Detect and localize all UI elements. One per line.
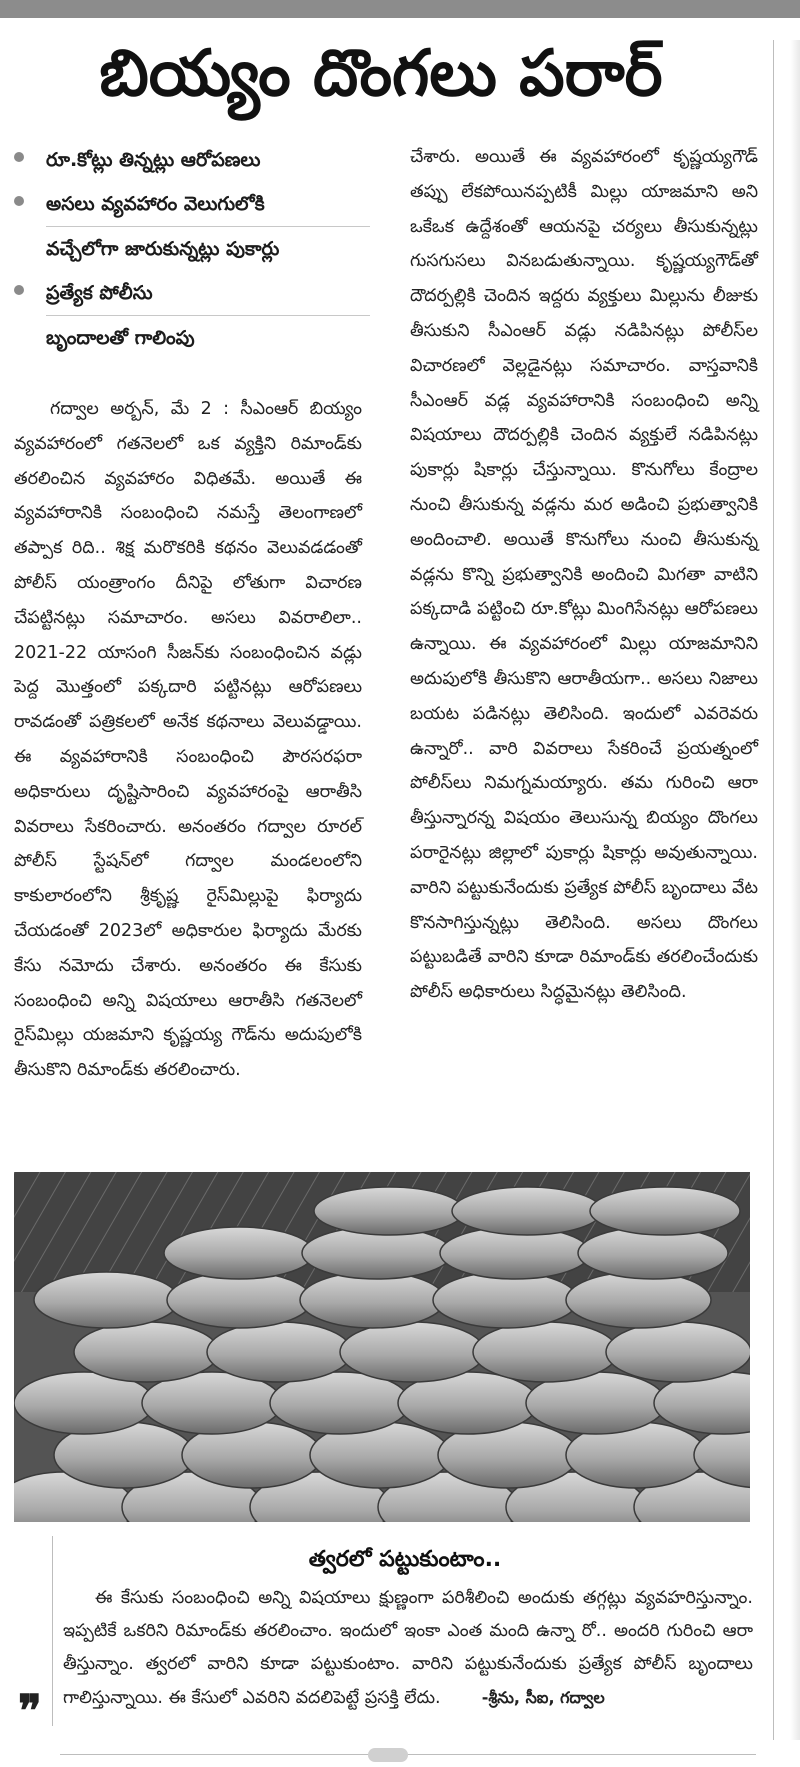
rice-sack — [300, 1272, 445, 1328]
quote-box — [52, 1536, 757, 1726]
headline: బియ్యం దొంగలు పరార్ — [99, 37, 663, 111]
highlight-bullets — [10, 138, 370, 360]
body-paragraph: చేశారు. అయితే ఈ వ్యవహారంలో కృష్ణయ్యగౌడ్ తప్పు లేకపోయినప్పటికీ మిల్లు యాజమాని అని ఒకేఒక ఉద్దేశంతో ఆయనపై చర్యలు తీసుకున్నట్లు గుసగుసలు వినబడుతున్నాయి. కృష్ణయ్యగౌడ్‌తో దౌదర్పల్లికి చెందిన ఇద్దరు వ్యక్తులు మిల్లును లీజుకు తీసుకుని సీఎంఆర్ వడ్లు నడిపినట్లు పోలీస్‌ల విచారణలో వెల్లడైనట్లు సమాచారం. వాస్తవానికి సీఎంఆర్ వడ్ల వ్యవహారానికి సంబంధించి అన్ని విషయాలు దౌదర్పల్లికి చెందిన వ్యక్తులే నడిపినట్లు పుకార్లు షికార్లు చేస్తున్నాయి. కొనుగోలు కేంద్రాల నుంచి తీసుకున్న వడ్లను మర అడించి ప్రభుత్వానికి అందించాలి. అయితే కొనుగోలు నుంచి తీసుకున్న వడ్లను కొన్ని ప్రభుత్వానికి అందించి మిగతా వాటిని పక్కదాడి పట్టించి రూ.కోట్లు మింగిసేనట్లు ఆరోపణలు ఉన్నాయి. ఈ వ్యవహారంలో మిల్లు యాజమానిని అదుపులోకి తీసుకొని ఆరాతీయగా.. అసలు నిజాలు బయట పడినట్లు తెలిసింది. ఇందులో ఎవరెవరు ఉన్నారో.. వారి వివరాలు సేకరించే ప్రయత్నంలో పోలీస్‌లు నిమగ్నమయ్యారు. తమ గురించి ఆరా తీస్తున్నారన్న విషయం తెలుసున్న బియ్యం దొంగలు పరారైనట్లు జిల్లాలో పుకార్లు షికార్లు అవుతున్నాయి. వారిని పట్టుకునేందుకు ప్రత్యేక పోలీస్ బృందాలు వేట కొనసాగిస్తున్నట్లు తెలిసింది. అసలు దొంగలు పట్టుబడితే వారిని కూడా రిమాండ్‌కు తరలించేందుకు పోలీస్ అధికారులు సిద్ధమైనట్లు తెలిసింది. — [410, 147, 758, 1003]
bottom-rule — [60, 1754, 756, 1755]
bullet-dot-icon — [14, 285, 24, 295]
article-body-left — [14, 392, 362, 1088]
quote-byline: -శ్రీను, సీఐ, గద్వాల — [481, 1688, 605, 1707]
rice-sack — [34, 1272, 179, 1328]
rice-sacks-illustration — [14, 1172, 750, 1522]
body-paragraph: గద్వాల అర్బన్, మే 2 : సీఎంఆర్ బియ్యం వ్యవహారంలో గతనెలలో ఒక వ్యక్తిని రిమాండ్‌కు తరలించిన వ్యవహారం విధితమే. అయితే ఈ వ్యవహారానికి సంబంధించి నమస్తే తెలంగాణలో తప్పాక రిది.. శిక్ష మరొకరికి కథనం వెలువడడంతో పోలీస్ యంత్రాంగం దీనిపై లోతుగా విచారణ చేపట్టినట్లు సమాచారం. అసలు వివరాలిలా.. 2021-22 యాసంగి సీజన్‌కు సంబంధించిన వడ్లు పెద్ద మొత్తంలో పక్కదారి పట్టినట్లు ఆరోపణలు రావడంతో పత్రికలలో అనేక కథనాలు వెలువడ్డాయి. ఈ వ్యవహారానికి సంబంధించి పౌరసరఫరా అధికారులు దృష్టిసారించి వ్యవహారంపై ఆరాతీసి వివరాలు సేకరించారు. అనంతరం గద్వాల రూరల్ పోలీస్ స్టేషన్‌లో గద్వాల మండలంలోని కాకులారంలోని శ్రీకృష్ణ రైస్‌మిల్లుపై ఫిర్యాదు చేయడంతో 2023లో అధికారుల ఫిర్యాదు మేరకు కేసు నమోదు చేశారు. అనంతరం ఈ కేసుకు సంబంధించి అన్ని విషయాలు ఆరాతీసి గతనెలలో రైస్‌మిల్లు యజమాని కృష్ణయ్య గౌడ్‌ను అదుపులోకి తీసుకొని రిమాండ్‌కు తరలించారు. — [14, 399, 362, 1081]
rice-sack — [167, 1272, 312, 1328]
bullet-text: ప్రత్యేక పోలీసు — [46, 271, 370, 316]
rice-sack — [207, 1322, 352, 1382]
bullet-dot-icon — [14, 152, 24, 162]
quote-box-text — [63, 1582, 753, 1715]
bullet-text: బృందాలతో గాలింపు — [46, 327, 195, 349]
rice-sacks-photo — [14, 1172, 750, 1522]
rice-sack — [74, 1322, 219, 1382]
page-edge — [790, 40, 800, 1740]
quote-mark-icon: ❞ — [18, 1686, 42, 1737]
rice-sack — [606, 1322, 750, 1382]
rice-sack — [433, 1272, 578, 1328]
bottom-ornament — [368, 1748, 408, 1762]
article-body-right — [410, 140, 758, 1010]
quote-text: ఈ కేసుకు సంబంధించి అన్ని విషయాలు క్షుణ్ణంగా పరిశీలించి అందుకు తగ్గట్లు వ్యవహరిస్తున్నాం. ఇప్పటికే ఒకరిని రిమాండ్‌కు తరలించాం. ఇందులో ఇంకా ఎంత మంది ఉన్నా రో.. అందరి గురించి ఆరా తీస్తున్నాం. త్వరలో వారిని కూడా పట్టుకుంటాం. వారిని పట్టుకునేందుకు ప్రత్యేక పోలీస్ బృందాలు గాలిస్తున్నాయి. ఈ కేసులో ఎవరిని వదలిపెట్టే ప్రసక్తి లేదు. — [63, 1588, 753, 1708]
bullet-dot-icon — [14, 196, 24, 206]
rice-sack — [590, 1187, 740, 1235]
quote-box-title: త్వరలో పట్టుకుంటాం.. — [308, 1547, 502, 1572]
rice-sack — [452, 1187, 602, 1235]
rice-sack — [164, 1227, 314, 1279]
rice-sack — [340, 1322, 485, 1382]
bullet-item — [10, 138, 370, 182]
rice-sack — [473, 1322, 618, 1382]
column-divider — [773, 40, 774, 1740]
bullet-item — [10, 182, 370, 271]
bullet-text: అసలు వ్యవహారం వెలుగులోకి — [46, 182, 370, 227]
bullet-text: వచ్చేలోగా జారుకున్నట్లు పుకార్లు — [46, 238, 280, 260]
top-border — [0, 0, 800, 18]
rice-sack — [314, 1187, 464, 1235]
rice-sack — [566, 1272, 711, 1328]
bullet-item — [10, 271, 370, 360]
bullet-text: రూ.కోట్లు తిన్నట్లు ఆరోపణలు — [46, 149, 261, 171]
